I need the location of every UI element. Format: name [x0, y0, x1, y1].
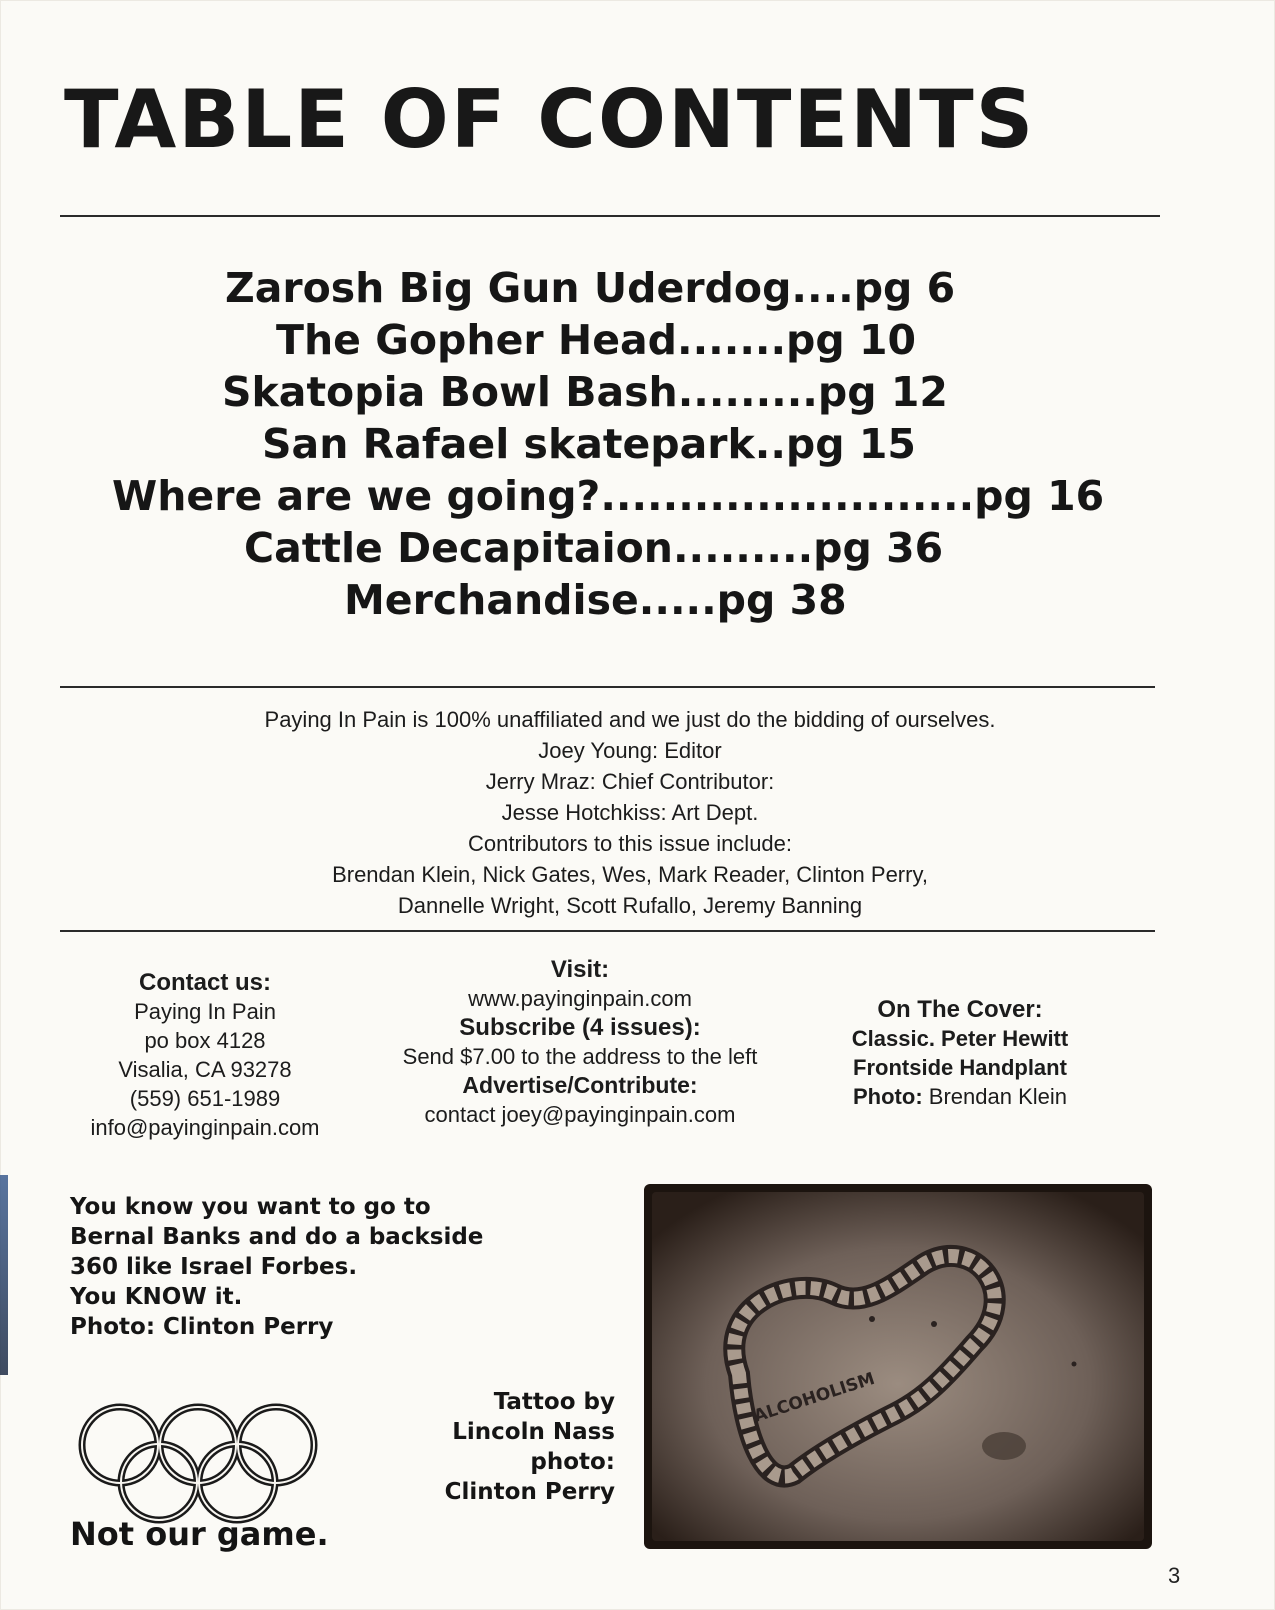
- caption-line: You KNOW it.: [70, 1284, 243, 1310]
- divider: [60, 930, 1155, 932]
- credit-line: Clinton Perry: [444, 1479, 615, 1505]
- visit-block: [375, 955, 785, 1129]
- advertise-text: contact joey@payinginpain.com: [424, 1102, 736, 1127]
- contact-email: info@payinginpain.com: [90, 1115, 320, 1140]
- subscribe-heading: Subscribe (4 issues):: [459, 1014, 701, 1041]
- credits-line: Joey Young: Editor: [538, 738, 722, 763]
- photo-credit-name: Brendan Klein: [928, 1084, 1067, 1109]
- toc-item: Skatopia Bowl Bash.........pg 12: [222, 368, 948, 416]
- tattoo-photo: [644, 1184, 1152, 1549]
- credit-line: Tattoo by: [493, 1389, 615, 1415]
- photo-label: Photo:: [853, 1084, 923, 1109]
- contact-phone: (559) 651-1989: [129, 1086, 281, 1111]
- toc-item: Merchandise.....pg 38: [344, 576, 847, 624]
- caption-line: 360 like Israel Forbes.: [70, 1254, 358, 1280]
- contact-line: Visalia, CA 93278: [118, 1057, 292, 1082]
- tattoo-text: ALCOHOLISM: [751, 1368, 878, 1427]
- subscribe-text: Send $7.00 to the address to the left: [402, 1044, 758, 1069]
- credits-line: Dannelle Wright, Scott Rufallo, Jeremy Banning: [397, 893, 863, 918]
- advertise-heading: Advertise/Contribute:: [462, 1072, 698, 1098]
- tattoo-credit: [410, 1387, 615, 1507]
- photo-caption: [70, 1192, 590, 1342]
- credit-line: Lincoln Nass: [452, 1419, 615, 1445]
- credits-line: Brendan Klein, Nick Gates, Wes, Mark Reader, Clinton Perry,: [332, 862, 928, 887]
- credits-line: Paying In Pain is 100% unaffiliated and we just do the bidding of ourselves.: [264, 707, 996, 732]
- caption-line: You know you want to go to: [70, 1194, 431, 1220]
- cover-line: Frontside Handplant: [853, 1055, 1067, 1080]
- visit-heading: Visit:: [550, 956, 610, 983]
- credits-line: Contributors to this issue include:: [467, 831, 793, 856]
- caption-line: Bernal Banks and do a backside: [70, 1224, 484, 1250]
- divider: [60, 686, 1155, 688]
- toc-item: Zarosh Big Gun Uderdog....pg 6: [225, 264, 956, 312]
- toc-item: Where are we going?........................pg 16: [112, 472, 1105, 520]
- credits-line: Jerry Mraz: Chief Contributor:: [485, 769, 775, 794]
- cover-heading: On The Cover:: [877, 996, 1043, 1023]
- cover-photo-credit: [810, 1082, 1110, 1111]
- page-title: TABLE OF CONTENTS: [64, 73, 1036, 166]
- page-edge: [0, 1175, 8, 1375]
- contact-line: po box 4128: [144, 1028, 266, 1053]
- credit-line: photo:: [530, 1449, 615, 1475]
- cover-block: [810, 995, 1110, 1111]
- page-number: 3: [1168, 1563, 1181, 1588]
- credits-line: Jesse Hotchkiss: Art Dept.: [501, 800, 759, 825]
- rings-caption: Not our game.: [70, 1515, 329, 1553]
- toc-item: The Gopher Head.......pg 10: [276, 316, 917, 364]
- divider: [60, 215, 1160, 217]
- toc-item: Cattle Decapitaion.........pg 36: [244, 524, 944, 572]
- masthead-credits: [100, 704, 1160, 921]
- contact-heading: Contact us:: [139, 969, 271, 996]
- toc-item: San Rafael skatepark..pg 15: [262, 420, 916, 468]
- website-url: www.payinginpain.com: [468, 986, 692, 1011]
- contact-line: Paying In Pain: [134, 999, 276, 1024]
- cover-line: Classic. Peter Hewitt: [851, 1026, 1069, 1051]
- contact-block: [70, 968, 340, 1142]
- caption-line: Photo: Clinton Perry: [70, 1314, 334, 1340]
- tattoo-image: [644, 1184, 1152, 1549]
